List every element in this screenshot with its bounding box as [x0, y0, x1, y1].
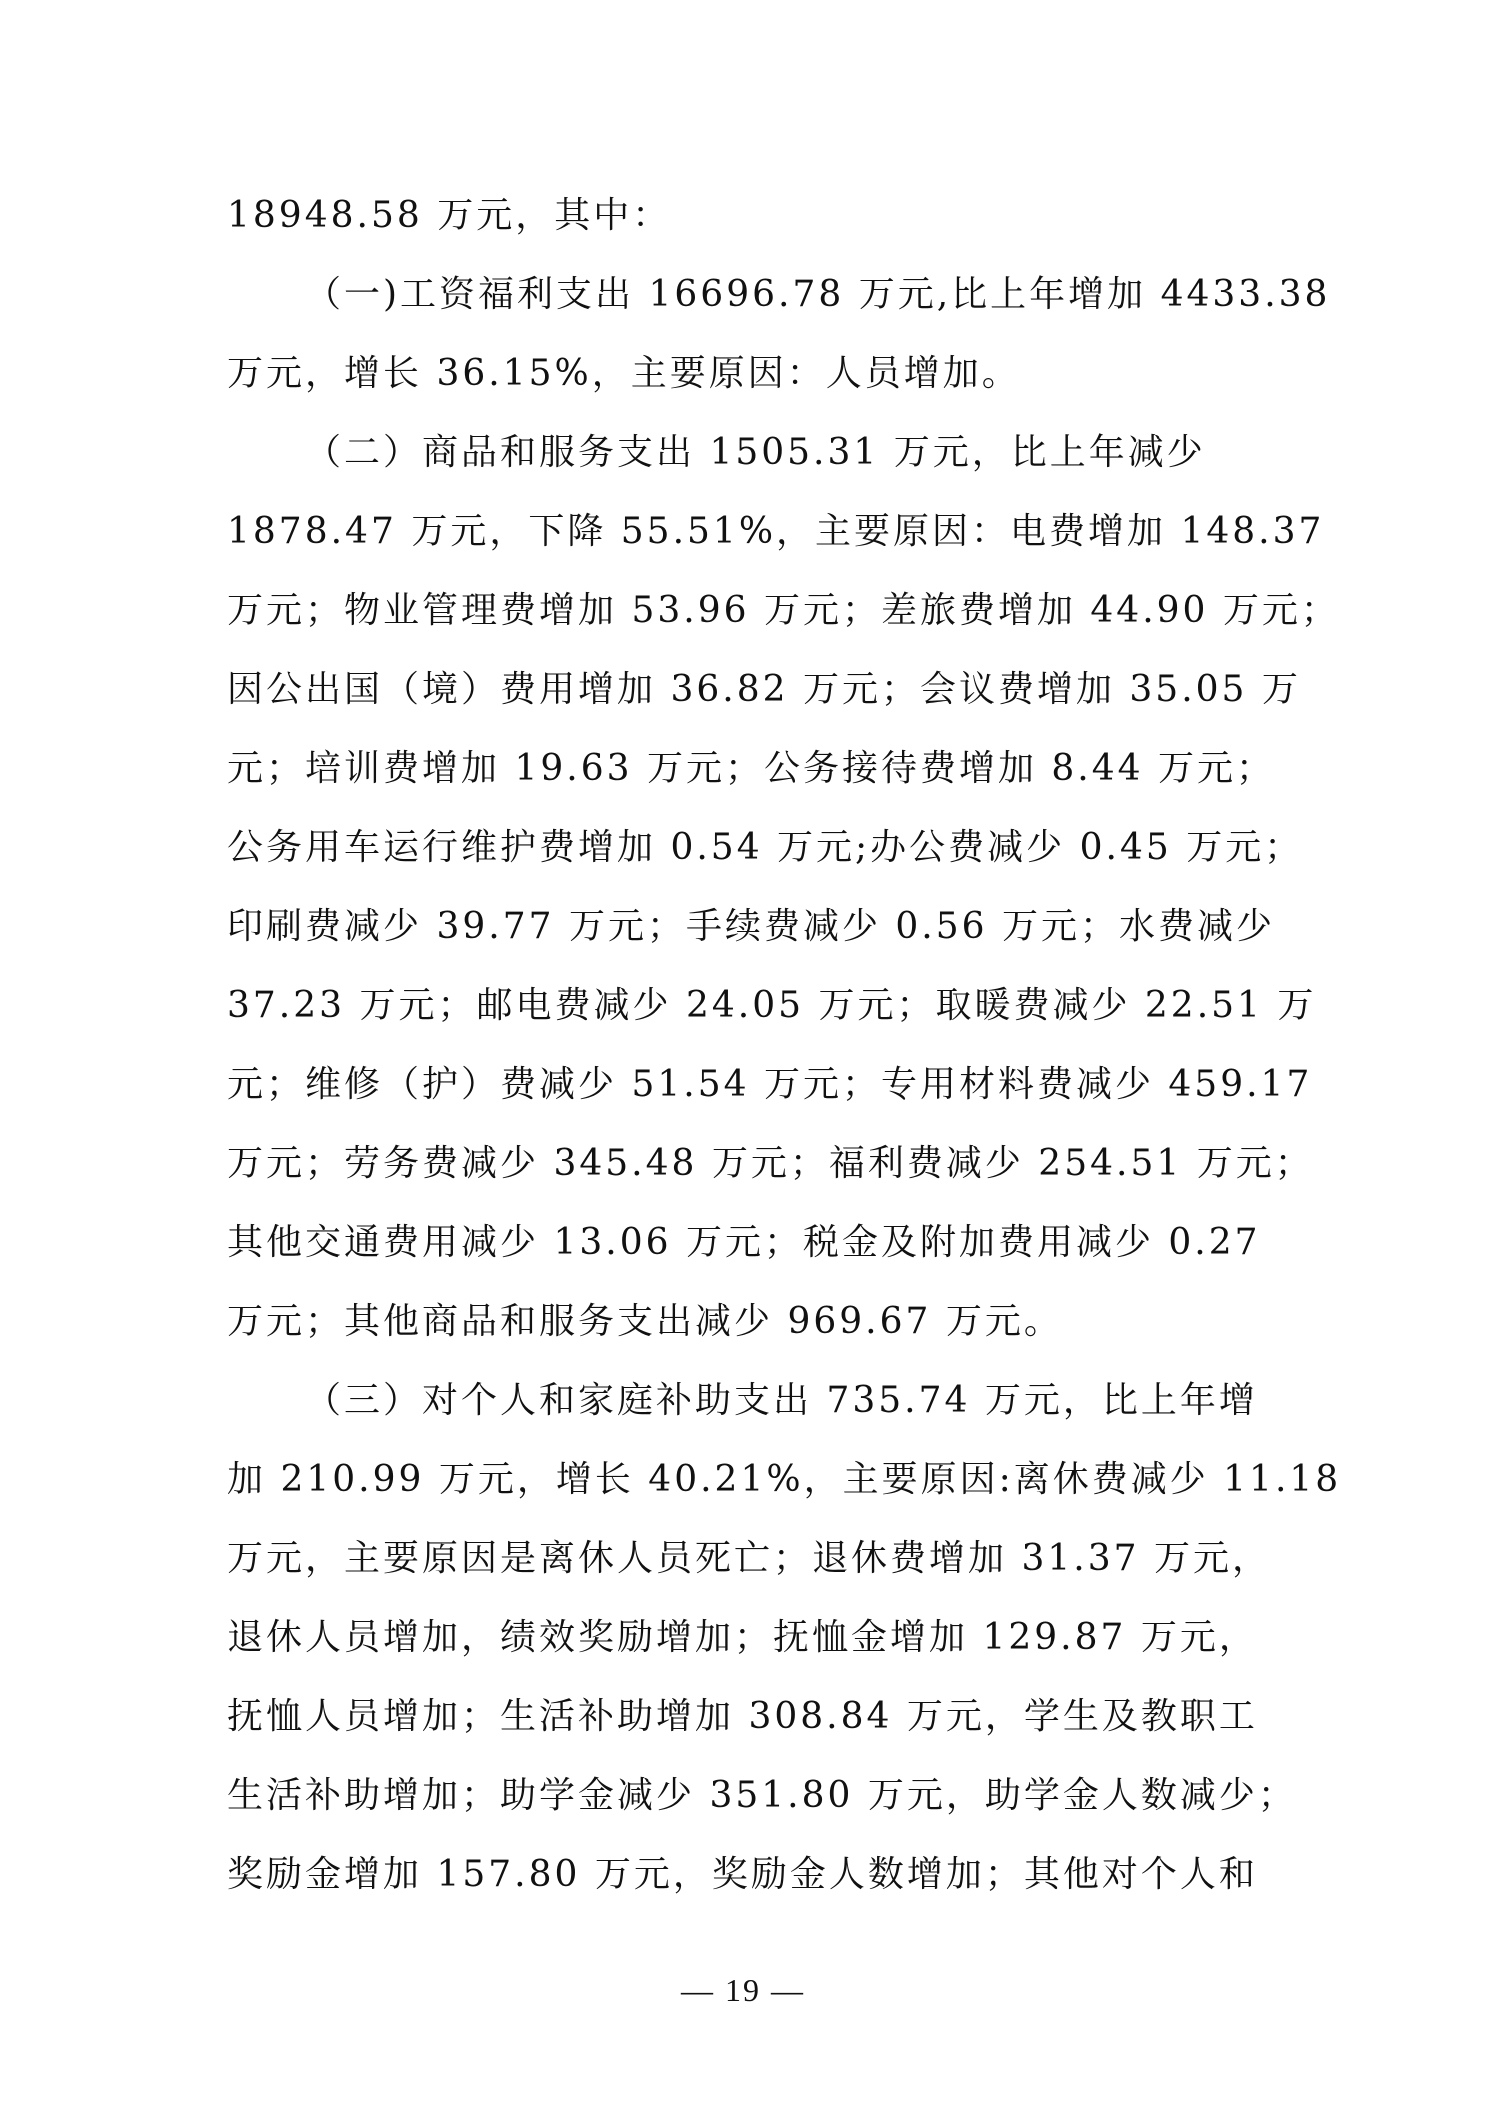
text-line: （三）对个人和家庭补助支出 735.74 万元，比上年增 — [305, 1380, 1258, 1421]
text-line: 万元；物业管理费增加 53.96 万元；差旅费增加 44.90 万元； — [227, 590, 1340, 631]
text-line: （一)工资福利支出 16696.78 万元,比上年增加 4433.38 — [305, 274, 1331, 315]
text-line: 1878.47 万元，下降 55.51%，主要原因：电费增加 148.37 — [227, 511, 1325, 552]
text-line: 元；维修（护）费减少 51.54 万元；专用材料费减少 459.17 — [227, 1064, 1313, 1105]
text-line: 37.23 万元；邮电费减少 24.05 万元；取暖费减少 22.51 万 — [227, 985, 1317, 1026]
text-line: 其他交通费用减少 13.06 万元；税金及附加费用减少 0.27 — [227, 1222, 1261, 1263]
paragraph-salary-welfare — [227, 255, 1331, 413]
text-line: （二）商品和服务支出 1505.31 万元，比上年减少 — [305, 432, 1206, 473]
text-line: 万元，增长 36.15%，主要原因：人员增加。 — [227, 353, 1021, 394]
text-line: 公务用车运行维护费增加 0.54 万元;办公费减少 0.45 万元； — [227, 827, 1304, 868]
text-line: 生活补助增加；助学金减少 351.80 万元，助学金人数减少； — [227, 1775, 1297, 1816]
text-line: 抚恤人员增加；生活补助增加 308.84 万元，学生及教职工 — [227, 1696, 1258, 1737]
text-line: 万元；劳务费减少 345.48 万元；福利费减少 254.51 万元； — [227, 1143, 1314, 1184]
body-text — [227, 176, 1342, 1914]
text-line: 万元，主要原因是离休人员死亡；退休费增加 31.37 万元， — [227, 1538, 1271, 1579]
text-line: 奖励金增加 157.80 万元，奖励金人数增加；其他对个人和 — [227, 1854, 1258, 1895]
text-line: 加 210.99 万元，增长 40.21%，主要原因:离休费减少 11.18 — [227, 1459, 1342, 1500]
text-line: 元；培训费增加 19.63 万元；公务接待费增加 8.44 万元； — [227, 748, 1275, 789]
text-line: 18948.58 万元，其中： — [227, 195, 672, 236]
paragraph-goods-services — [227, 413, 1340, 1361]
text-line: 退休人员增加，绩效奖励增加；抚恤金增加 129.87 万元， — [227, 1617, 1258, 1658]
text-line: 万元；其他商品和服务支出减少 969.67 万元。 — [227, 1301, 1063, 1342]
paragraph-continuation — [227, 176, 1307, 255]
text-line: 印刷费减少 39.77 万元；手续费减少 0.56 万元；水费减少 — [227, 906, 1275, 947]
page-number: — 19 — — [681, 1972, 805, 2008]
paragraph-personal-family-subsidy — [227, 1361, 1342, 1914]
text-line: 因公出国（境）费用增加 36.82 万元；会议费增加 35.05 万 — [227, 669, 1301, 710]
